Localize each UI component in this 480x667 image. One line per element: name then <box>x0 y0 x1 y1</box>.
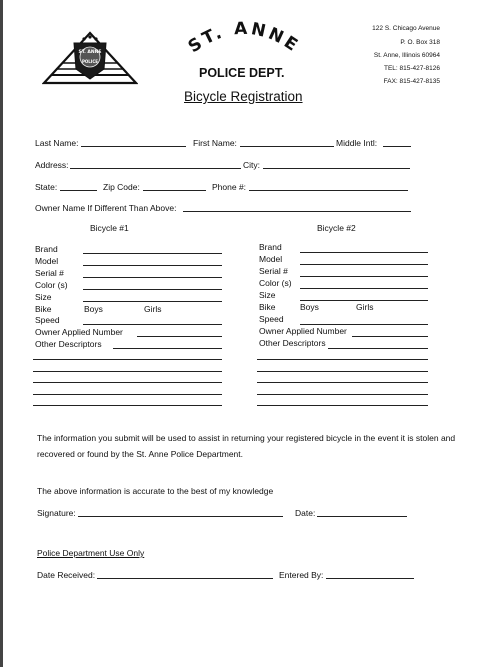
address-label: Address: <box>35 160 69 170</box>
bicycle-1-size-field[interactable] <box>83 292 222 302</box>
bicycle-2-color-label: Color (s) <box>259 278 292 288</box>
bicycle-1-descriptor-line[interactable] <box>33 373 222 383</box>
first-name-field[interactable] <box>240 137 334 147</box>
bicycle-1-owner-applied-field[interactable] <box>137 327 222 337</box>
zip-code-field[interactable] <box>143 181 206 191</box>
bicycle-2-speed-field[interactable] <box>300 315 428 325</box>
notice-paragraph: The information you submit will be used to assist in returning your registered bicycle in the event it is stolen and recovered or found by the St. Anne Police Department. <box>37 433 456 459</box>
bicycle-1-size-label: Size <box>35 292 52 302</box>
bicycle-2-speed-label: Speed <box>259 314 284 324</box>
bicycle-1-serial-field[interactable] <box>83 268 222 278</box>
bicycle-1-descriptor-line[interactable] <box>33 362 222 372</box>
bicycle-2-owner-applied-field[interactable] <box>352 327 428 337</box>
bicycle-1-other-label: Other Descriptors <box>35 339 102 349</box>
zip-code-label: Zip Code: <box>103 182 140 192</box>
bicycle-1-bike-label: Bike <box>35 304 52 314</box>
middle-initial-label: Middle Intl: <box>336 138 378 148</box>
address-street: 122 S. Chicago Avenue <box>372 25 440 32</box>
fax: FAX: 815-427-8135 <box>383 78 440 85</box>
last-name-field[interactable] <box>81 137 186 147</box>
bicycle-2-other-field[interactable] <box>328 339 428 349</box>
phone-label: Phone #: <box>212 182 247 192</box>
date-field[interactable] <box>317 507 407 517</box>
svg-text:ST. ANNE <box>185 19 304 57</box>
bicycle-2-bike-label: Bike <box>259 302 276 312</box>
state-label: State: <box>35 182 58 192</box>
bicycle-1-brand-label: Brand <box>35 244 58 254</box>
bicycle-2-brand-label: Brand <box>259 242 282 252</box>
bicycle-2-brand-field[interactable] <box>300 243 428 253</box>
certification-statement: The above information is accurate to the best of my knowledge <box>37 486 274 496</box>
bicycle-2-color-field[interactable] <box>300 279 428 289</box>
bicycle-1-other-field[interactable] <box>113 339 222 349</box>
bicycle-1-boys-option[interactable]: Boys <box>84 304 103 314</box>
bicycle-2-girls-option[interactable]: Girls <box>356 302 374 312</box>
signature-label: Signature: <box>37 508 76 518</box>
bicycle-2-descriptor-line[interactable] <box>257 362 428 372</box>
date-received-field[interactable] <box>97 569 273 579</box>
bicycle-1-owner-applied-label: Owner Applied Number <box>35 327 123 337</box>
date-received-label: Date Received: <box>37 570 96 580</box>
bicycle-1-descriptor-line[interactable] <box>33 396 222 406</box>
address-field[interactable] <box>70 159 241 169</box>
police-badge-logo <box>42 29 138 85</box>
city-field[interactable] <box>263 159 410 169</box>
first-name-label: First Name: <box>193 138 237 148</box>
bicycle-2-serial-field[interactable] <box>300 267 428 277</box>
owner-different-label: Owner Name If Different Than Above: <box>35 203 177 213</box>
bicycle-2-descriptor-line[interactable] <box>257 350 428 360</box>
middle-initial-field[interactable] <box>383 137 411 147</box>
owner-different-field[interactable] <box>183 202 411 212</box>
bicycle-2-model-field[interactable] <box>300 255 428 265</box>
entered-by-field[interactable] <box>326 569 414 579</box>
state-field[interactable] <box>60 181 97 191</box>
bicycle-2-owner-applied-label: Owner Applied Number <box>259 326 347 336</box>
phone-field[interactable] <box>249 181 408 191</box>
svg-text:POLICE: POLICE <box>81 59 99 64</box>
bicycle-2-boys-option[interactable]: Boys <box>300 302 319 312</box>
agency-name-arc <box>184 18 304 58</box>
bicycle-1-descriptor-line[interactable] <box>33 350 222 360</box>
bicycle-2-serial-label: Serial # <box>259 266 288 276</box>
bicycle-1-model-label: Model <box>35 256 59 266</box>
telephone: TEL: 815-427-8126 <box>383 65 440 72</box>
scan-edge <box>0 0 3 667</box>
bicycle-2-descriptor-line[interactable] <box>257 385 428 395</box>
last-name-label: Last Name: <box>35 138 79 148</box>
svg-text:ST. ANNE: ST. ANNE <box>78 50 102 55</box>
agency-name-line2: POLICE DEPT. <box>199 66 285 80</box>
bicycle-2-descriptor-line[interactable] <box>257 373 428 383</box>
agency-name-arc-text: ST. ANNE <box>184 18 304 58</box>
bicycle-1-speed-label: Speed <box>35 315 60 325</box>
bicycle-2-heading: Bicycle #2 <box>317 223 356 233</box>
entered-by-label: Entered By: <box>279 570 324 580</box>
bicycle-2-other-label: Other Descriptors <box>259 338 326 348</box>
bicycle-1-heading: Bicycle #1 <box>90 223 129 233</box>
address-po-box: P. O. Box 318 <box>400 39 440 46</box>
bicycle-1-model-field[interactable] <box>83 256 222 266</box>
bicycle-1-brand-field[interactable] <box>83 244 222 254</box>
office-use-heading: Police Department Use Only <box>37 548 145 558</box>
bicycle-1-color-label: Color (s) <box>35 280 68 290</box>
bicycle-1-color-field[interactable] <box>83 280 222 290</box>
form-title: Bicycle Registration <box>184 89 303 104</box>
bicycle-2-model-label: Model <box>259 254 283 264</box>
bicycle-1-speed-field[interactable] <box>83 315 222 325</box>
bicycle-2-size-label: Size <box>259 290 276 300</box>
address-city: St. Anne, Illinois 60964 <box>373 52 440 59</box>
bicycle-2-descriptor-line[interactable] <box>257 396 428 406</box>
signature-field[interactable] <box>78 507 283 517</box>
bicycle-2-size-field[interactable] <box>300 291 428 301</box>
bicycle-1-girls-option[interactable]: Girls <box>144 304 162 314</box>
bicycle-1-serial-label: Serial # <box>35 268 64 278</box>
date-label: Date: <box>295 508 316 518</box>
bicycle-1-descriptor-line[interactable] <box>33 385 222 395</box>
city-label: City: <box>243 160 260 170</box>
